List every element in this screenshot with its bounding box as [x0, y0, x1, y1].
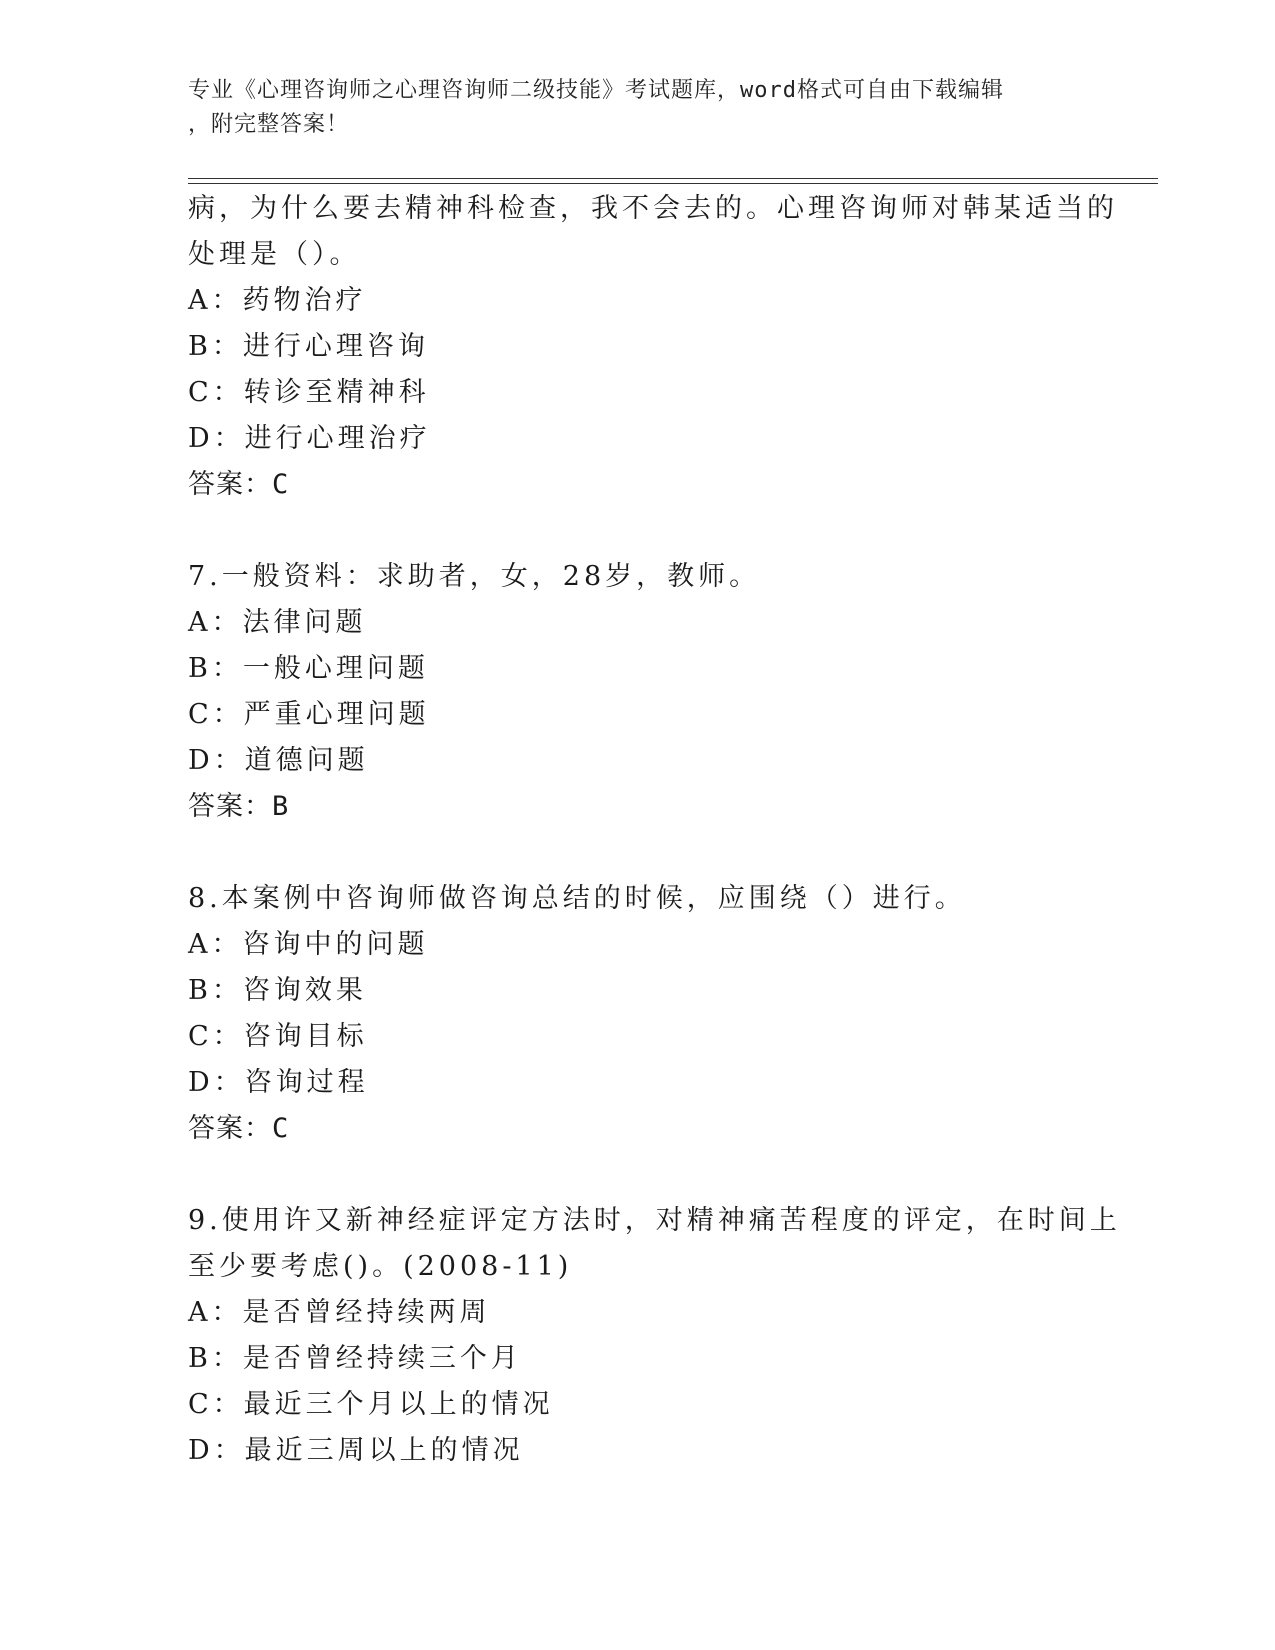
option-d: D：咨询过程	[188, 1067, 369, 1098]
spacer	[188, 830, 1088, 876]
option-b: B：进行心理咨询	[188, 331, 429, 362]
option-a: A：法律问题	[188, 607, 367, 638]
option-c: C：转诊至精神科	[188, 377, 430, 408]
answer: 答案：C	[188, 1113, 290, 1144]
question-6	[188, 186, 1118, 508]
option-b: B：一般心理问题	[188, 653, 429, 684]
option-a: A：药物治疗	[188, 285, 367, 316]
spacer	[188, 508, 1088, 554]
answer: 答案：C	[188, 469, 290, 500]
question-stem: 8.本案例中咨询师做咨询总结的时候，应围绕（）进行。	[188, 883, 966, 914]
question-stem: 至少要考虑()。(2008-11)	[188, 1251, 573, 1282]
question-stem: 9.使用许又新神经症评定方法时，对精神痛苦程度的评定，在时间上	[188, 1205, 1121, 1236]
question-stem: 处理是（）。	[188, 239, 361, 270]
question-8	[188, 876, 1088, 1152]
option-a: A：是否曾经持续两周	[188, 1297, 491, 1328]
header-rule-bottom	[188, 183, 1158, 184]
question-list	[188, 186, 1121, 1474]
option-c: C：严重心理问题	[188, 699, 430, 730]
question-stem: 病，为什么要去精神科检查，我不会去的。心理咨询师对韩某适当的	[188, 193, 1118, 224]
question-7	[188, 554, 1088, 830]
option-a: A：咨询中的问题	[188, 929, 429, 960]
option-c: C：最近三个月以上的情况	[188, 1389, 554, 1420]
option-b: B：是否曾经持续三个月	[188, 1343, 522, 1374]
header-rule-top	[188, 178, 1158, 179]
option-d: D：进行心理治疗	[188, 423, 431, 454]
header-line-2: ，附完整答案！	[188, 112, 350, 137]
answer: 答案：B	[188, 791, 290, 822]
spacer	[188, 1152, 1088, 1198]
question-stem: 7.一般资料：求助者，女，28岁，教师。	[188, 561, 761, 592]
option-d: D：最近三周以上的情况	[188, 1435, 524, 1466]
document-header	[188, 74, 1068, 142]
header-line-1: 专业《心理咨询师之心理咨询师二级技能》考试题库，word格式可自由下载编辑	[188, 78, 1004, 103]
option-b: B：咨询效果	[188, 975, 367, 1006]
option-d: D：道德问题	[188, 745, 369, 776]
question-9	[188, 1198, 1121, 1474]
option-c: C：咨询目标	[188, 1021, 368, 1052]
